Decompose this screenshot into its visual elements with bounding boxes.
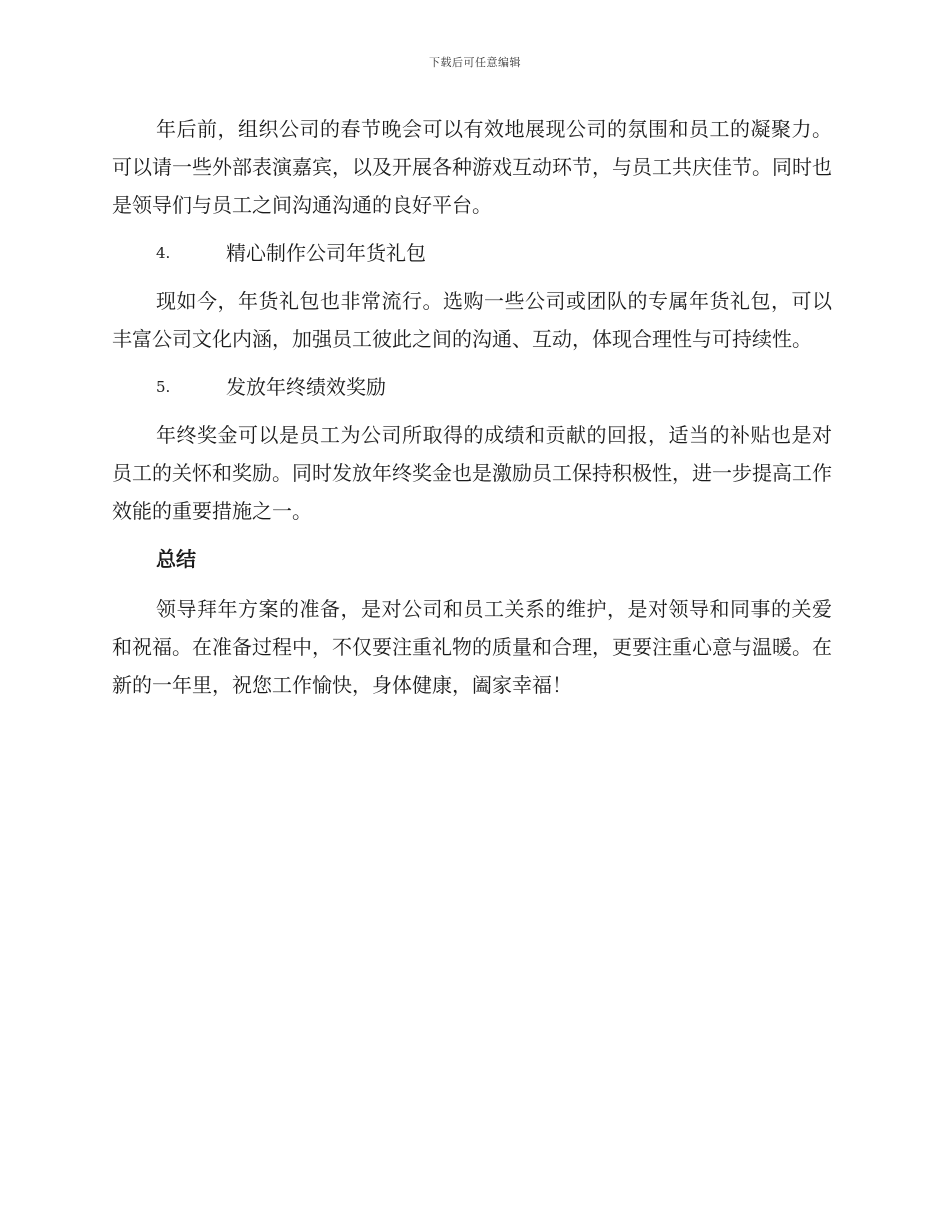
paragraph-year-end-bonus: 年终奖金可以是员工为公司所取得的成绩和贡献的回报，适当的补贴也是对员工的关怀和奖励。同时发放年终奖金也是激励员工保持积极性，进一步提高工作效能的重要措施之一。	[112, 423, 832, 523]
list-number-4: 4.	[156, 244, 171, 262]
list-text-5: 发放年终绩效奖励	[226, 375, 386, 399]
paragraph-spring-festival-gala: 年后前，组织公司的春节晚会可以有效地展现公司的氛围和员工的凝聚力。可以请一些外部表演嘉宾，以及开展各种游戏互动环节，与员工共庆佳节。同时也是领导们与员工之间沟通沟通的良好平台。	[112, 117, 832, 217]
section-heading-summary: 总结	[156, 547, 196, 571]
page-header: 下载后可任意编辑	[429, 56, 521, 69]
list-item-5	[112, 368, 832, 406]
paragraph-summary: 领导拜年方案的准备，是对公司和员工关系的维护，是对领导和同事的关爱和祝福。在准备过程中，不仅要注重礼物的质量和合理，更要注重心意与温暖。在新的一年里，祝您工作愉快，身体健康，阖家幸福！	[112, 597, 832, 697]
list-text-4: 精心制作公司年货礼包	[226, 241, 426, 265]
paragraph-gift-package: 现如今，年货礼包也非常流行。选购一些公司或团队的专属年货礼包，可以丰富公司文化内涵，加强员工彼此之间的沟通、互动，体现合理性与可持续性。	[112, 289, 832, 351]
list-number-5: 5.	[156, 378, 171, 396]
document-body	[112, 110, 832, 714]
list-item-4	[112, 234, 832, 272]
